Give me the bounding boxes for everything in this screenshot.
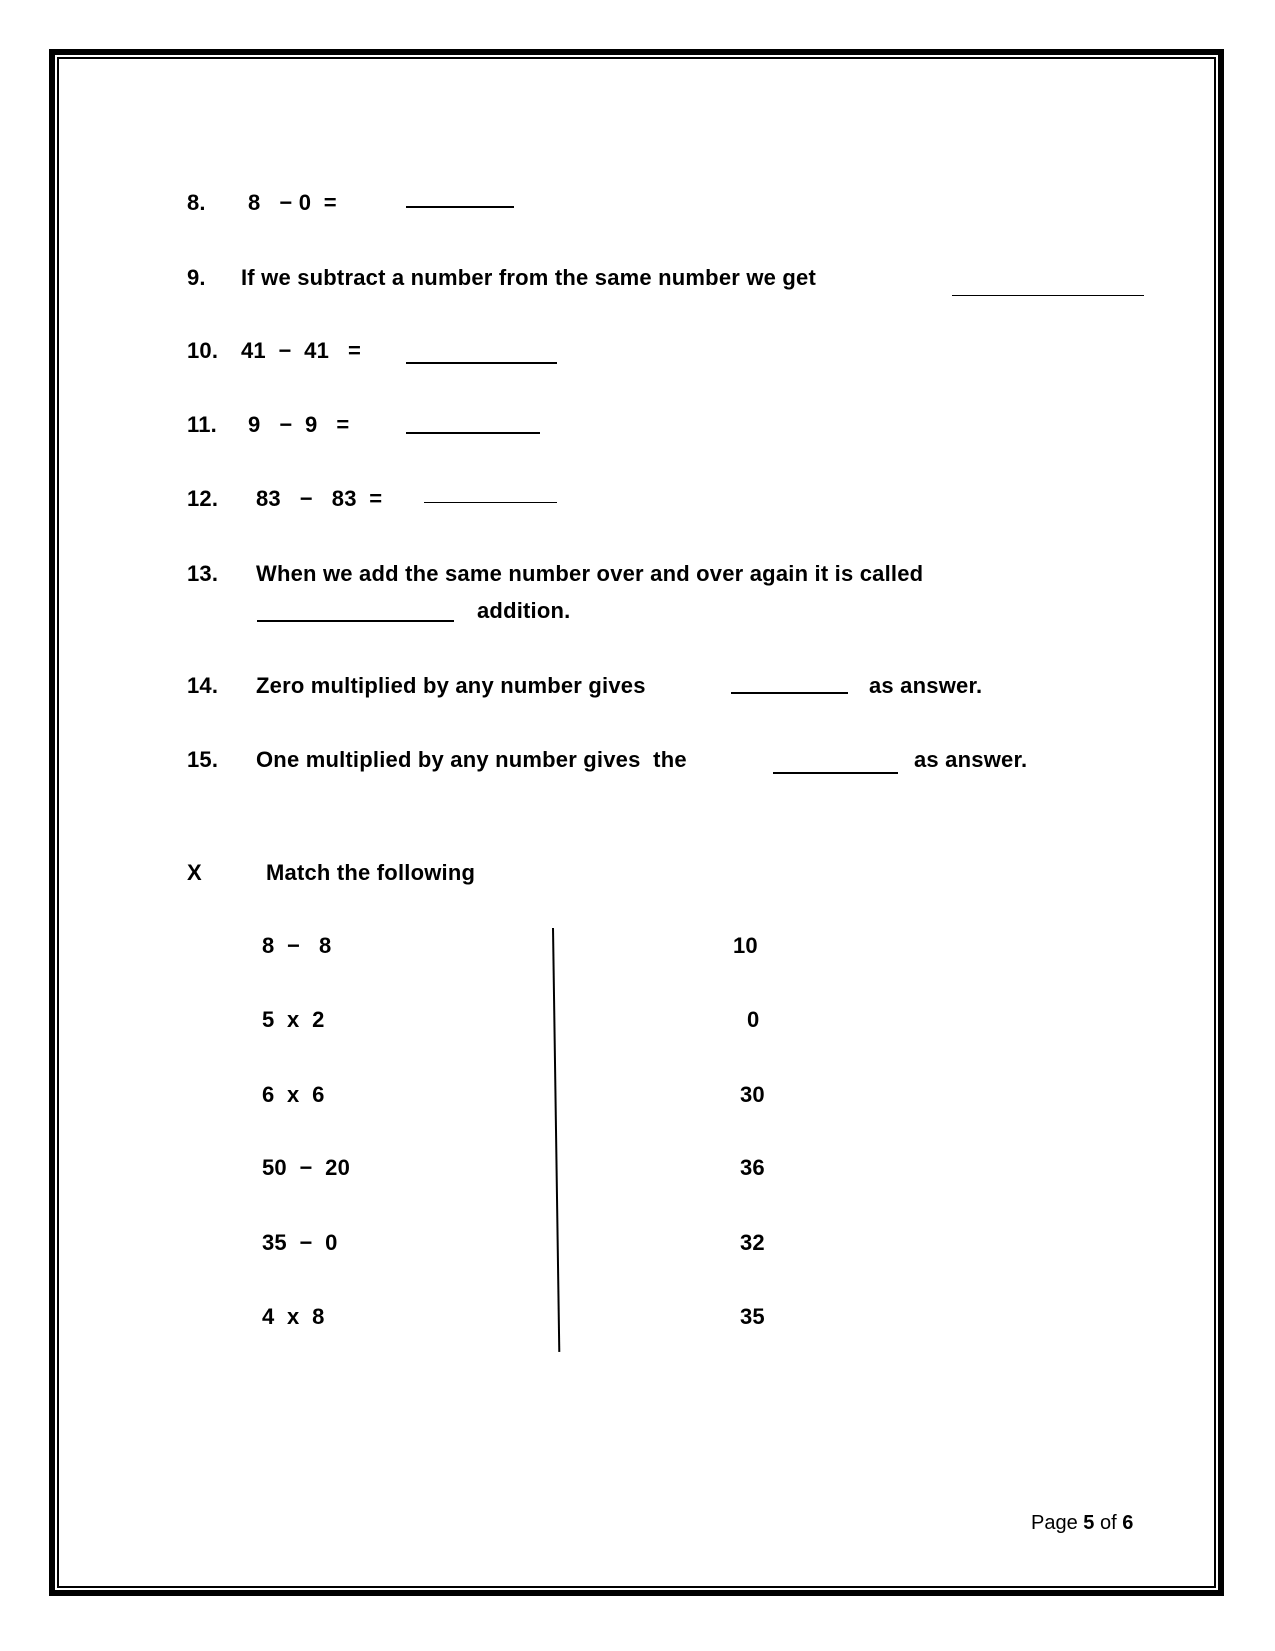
page-number	[1031, 1512, 1133, 1535]
question-text-9: If we subtract a number from the same number we get	[241, 265, 816, 290]
question-number-13: 13.	[187, 561, 219, 586]
question-text-14-suffix: as answer.	[869, 673, 983, 698]
question-text-15: One multiplied by any number gives the	[256, 747, 687, 772]
answer-blank-15[interactable]	[773, 772, 898, 774]
match-left-item: 4 x 8	[262, 1304, 325, 1329]
question-text-13: When we add the same number over and over again it is called	[256, 561, 924, 586]
question-number-14: 14.	[187, 673, 219, 698]
match-right-item: 0	[747, 1007, 760, 1032]
question-text-8: 8 − 0 =	[248, 190, 337, 215]
answer-blank-14[interactable]	[731, 692, 848, 694]
match-right-item: 35	[740, 1304, 765, 1329]
page-of: of	[1099, 1512, 1117, 1534]
question-number-9: 9.	[187, 265, 206, 290]
question-number-8: 8.	[187, 190, 206, 215]
question-number-10: 10.	[187, 338, 219, 363]
match-right-item: 36	[740, 1155, 765, 1180]
answer-blank-9[interactable]	[952, 295, 1144, 296]
answer-blank-12[interactable]	[424, 502, 557, 503]
section-number: X	[187, 860, 202, 885]
question-text-15-suffix: as answer.	[914, 747, 1028, 772]
page-prefix: Page	[1031, 1512, 1078, 1534]
answer-blank-11[interactable]	[406, 432, 540, 434]
question-text-11: 9 − 9 =	[248, 412, 350, 437]
match-right-item: 10	[733, 933, 758, 958]
match-right-item: 30	[740, 1082, 765, 1107]
match-right-item: 32	[740, 1230, 765, 1255]
question-text-12: 83 − 83 =	[256, 486, 383, 511]
match-left-item: 50 − 20	[262, 1155, 351, 1180]
match-left-item: 35 − 0	[262, 1230, 338, 1255]
question-text-10: 41 − 41 =	[241, 338, 362, 363]
page-current: 5	[1083, 1512, 1095, 1534]
question-number-15: 15.	[187, 747, 219, 772]
match-left-item: 8 − 8	[262, 933, 332, 958]
question-text-13-suffix: addition.	[477, 598, 571, 623]
match-left-item: 5 x 2	[262, 1007, 325, 1032]
match-left-item: 6 x 6	[262, 1082, 325, 1107]
question-number-12: 12.	[187, 486, 219, 511]
answer-blank-13[interactable]	[257, 620, 454, 622]
answer-blank-10[interactable]	[406, 362, 557, 364]
page-total: 6	[1122, 1512, 1134, 1534]
question-text-14: Zero multiplied by any number gives	[256, 673, 646, 698]
section-title: Match the following	[266, 860, 476, 885]
answer-blank-8[interactable]	[406, 206, 514, 208]
question-number-11: 11.	[187, 412, 217, 437]
